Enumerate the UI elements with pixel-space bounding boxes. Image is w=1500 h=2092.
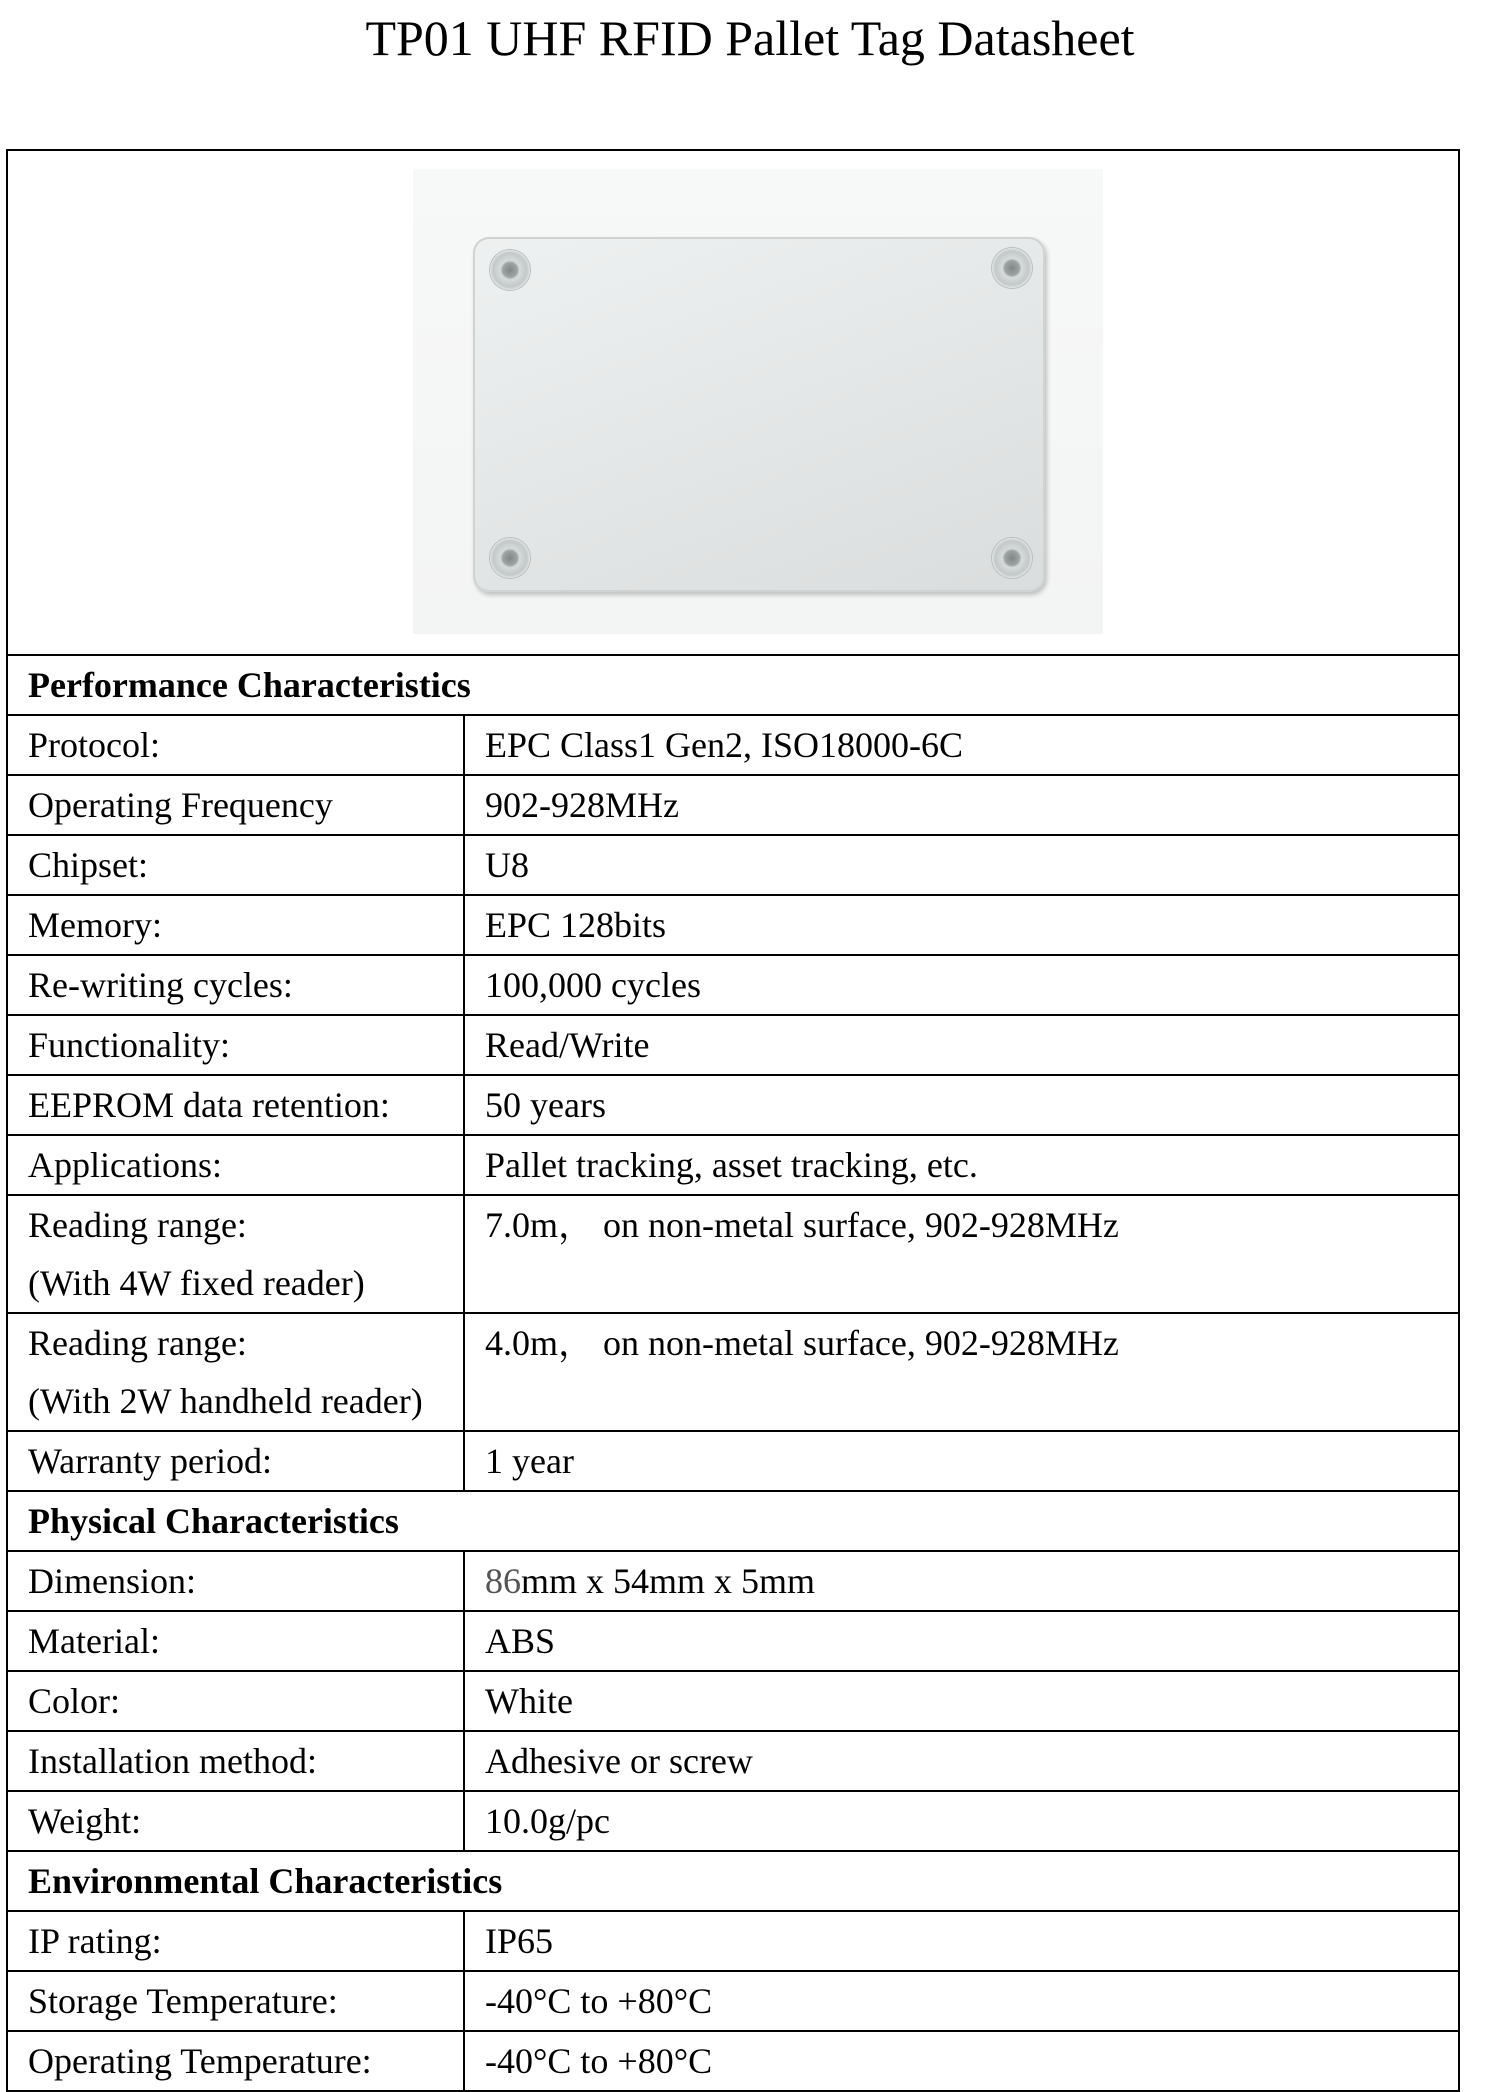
spec-label-note: (With 2W handheld reader) <box>28 1381 423 1421</box>
product-image-cell <box>7 150 1459 655</box>
spec-value: 4.0m， on non-metal surface, 902-928MHz <box>464 1313 1459 1431</box>
spec-label-line: Reading range: <box>28 1205 247 1245</box>
dimension-length: 86 <box>485 1561 521 1601</box>
spec-label: Warranty period: <box>7 1431 464 1491</box>
spec-row <box>7 1015 1459 1075</box>
spec-value: Read/Write <box>464 1015 1459 1075</box>
spec-label: Storage Temperature: <box>7 1971 464 2031</box>
spec-label: Installation method: <box>7 1731 464 1791</box>
spec-value: -40°C to +80°C <box>464 1971 1459 2031</box>
spec-row <box>7 1551 1459 1611</box>
spec-value: 10.0g/pc <box>464 1791 1459 1851</box>
spec-label: Material: <box>7 1611 464 1671</box>
section-header-row <box>7 1491 1459 1551</box>
spec-label: Protocol: <box>7 715 464 775</box>
spec-row <box>7 1431 1459 1491</box>
spec-value: 1 year <box>464 1431 1459 1491</box>
spec-label: Memory: <box>7 895 464 955</box>
spec-value: -40°C to +80°C <box>464 2031 1459 2091</box>
spec-row <box>7 775 1459 835</box>
section-heading: Environmental Characteristics <box>7 1851 1459 1911</box>
spec-label: Applications: <box>7 1135 464 1195</box>
spec-label: EEPROM data retention: <box>7 1075 464 1135</box>
section-header-row <box>7 1851 1459 1911</box>
spec-value: ABS <box>464 1611 1459 1671</box>
section-heading: Physical Characteristics <box>7 1491 1459 1551</box>
spec-label: Color: <box>7 1671 464 1731</box>
screw-hole-icon <box>992 248 1032 288</box>
spec-row <box>7 1313 1459 1431</box>
screw-hole-icon <box>490 538 530 578</box>
spec-value: 100,000 cycles <box>464 955 1459 1015</box>
spec-value: Pallet tracking, asset tracking, etc. <box>464 1135 1459 1195</box>
spec-row <box>7 1195 1459 1313</box>
spec-label: Operating Temperature: <box>7 2031 464 2091</box>
spec-label: Dimension: <box>7 1551 464 1611</box>
datasheet-table <box>6 149 1460 2092</box>
spec-label: Functionality: <box>7 1015 464 1075</box>
spec-label: Operating Frequency <box>7 775 464 835</box>
spec-label <box>7 1195 464 1313</box>
spec-value: IP65 <box>464 1911 1459 1971</box>
spec-row <box>7 1791 1459 1851</box>
spec-row <box>7 1911 1459 1971</box>
spec-value: 7.0m， on non-metal surface, 902-928MHz <box>464 1195 1459 1313</box>
spec-label-note: (With 4W fixed reader) <box>28 1263 365 1303</box>
spec-value: EPC Class1 Gen2, ISO18000-6C <box>464 715 1459 775</box>
spec-value: Adhesive or screw <box>464 1731 1459 1791</box>
spec-row <box>7 1971 1459 2031</box>
screw-hole-icon <box>992 538 1032 578</box>
spec-label: Weight: <box>7 1791 464 1851</box>
spec-label-line: Reading range: <box>28 1323 247 1363</box>
spec-label <box>7 1313 464 1431</box>
spec-label: Chipset: <box>7 835 464 895</box>
spec-value: 50 years <box>464 1075 1459 1135</box>
spec-value: U8 <box>464 835 1459 895</box>
spec-value <box>464 1551 1459 1611</box>
spec-row <box>7 1731 1459 1791</box>
spec-row <box>7 2031 1459 2091</box>
spec-value: 902-928MHz <box>464 775 1459 835</box>
spec-label: Re-writing cycles: <box>7 955 464 1015</box>
spec-row <box>7 895 1459 955</box>
spec-value: White <box>464 1671 1459 1731</box>
spec-row <box>7 1135 1459 1195</box>
spec-label: IP rating: <box>7 1911 464 1971</box>
spec-row <box>7 1075 1459 1135</box>
image-row <box>7 150 1459 655</box>
section-header-row <box>7 655 1459 715</box>
spec-row <box>7 1611 1459 1671</box>
section-heading: Performance Characteristics <box>7 655 1459 715</box>
spec-row <box>7 835 1459 895</box>
rfid-tag-photo <box>413 169 1103 634</box>
spec-row <box>7 955 1459 1015</box>
screw-hole-icon <box>490 250 530 290</box>
page-title: TP01 UHF RFID Pallet Tag Datasheet <box>365 10 1135 66</box>
spec-row <box>7 1671 1459 1731</box>
spec-value: EPC 128bits <box>464 895 1459 955</box>
dimension-rest: mm x 54mm x 5mm <box>521 1561 816 1601</box>
tag-body-image <box>473 237 1045 592</box>
spec-row <box>7 715 1459 775</box>
